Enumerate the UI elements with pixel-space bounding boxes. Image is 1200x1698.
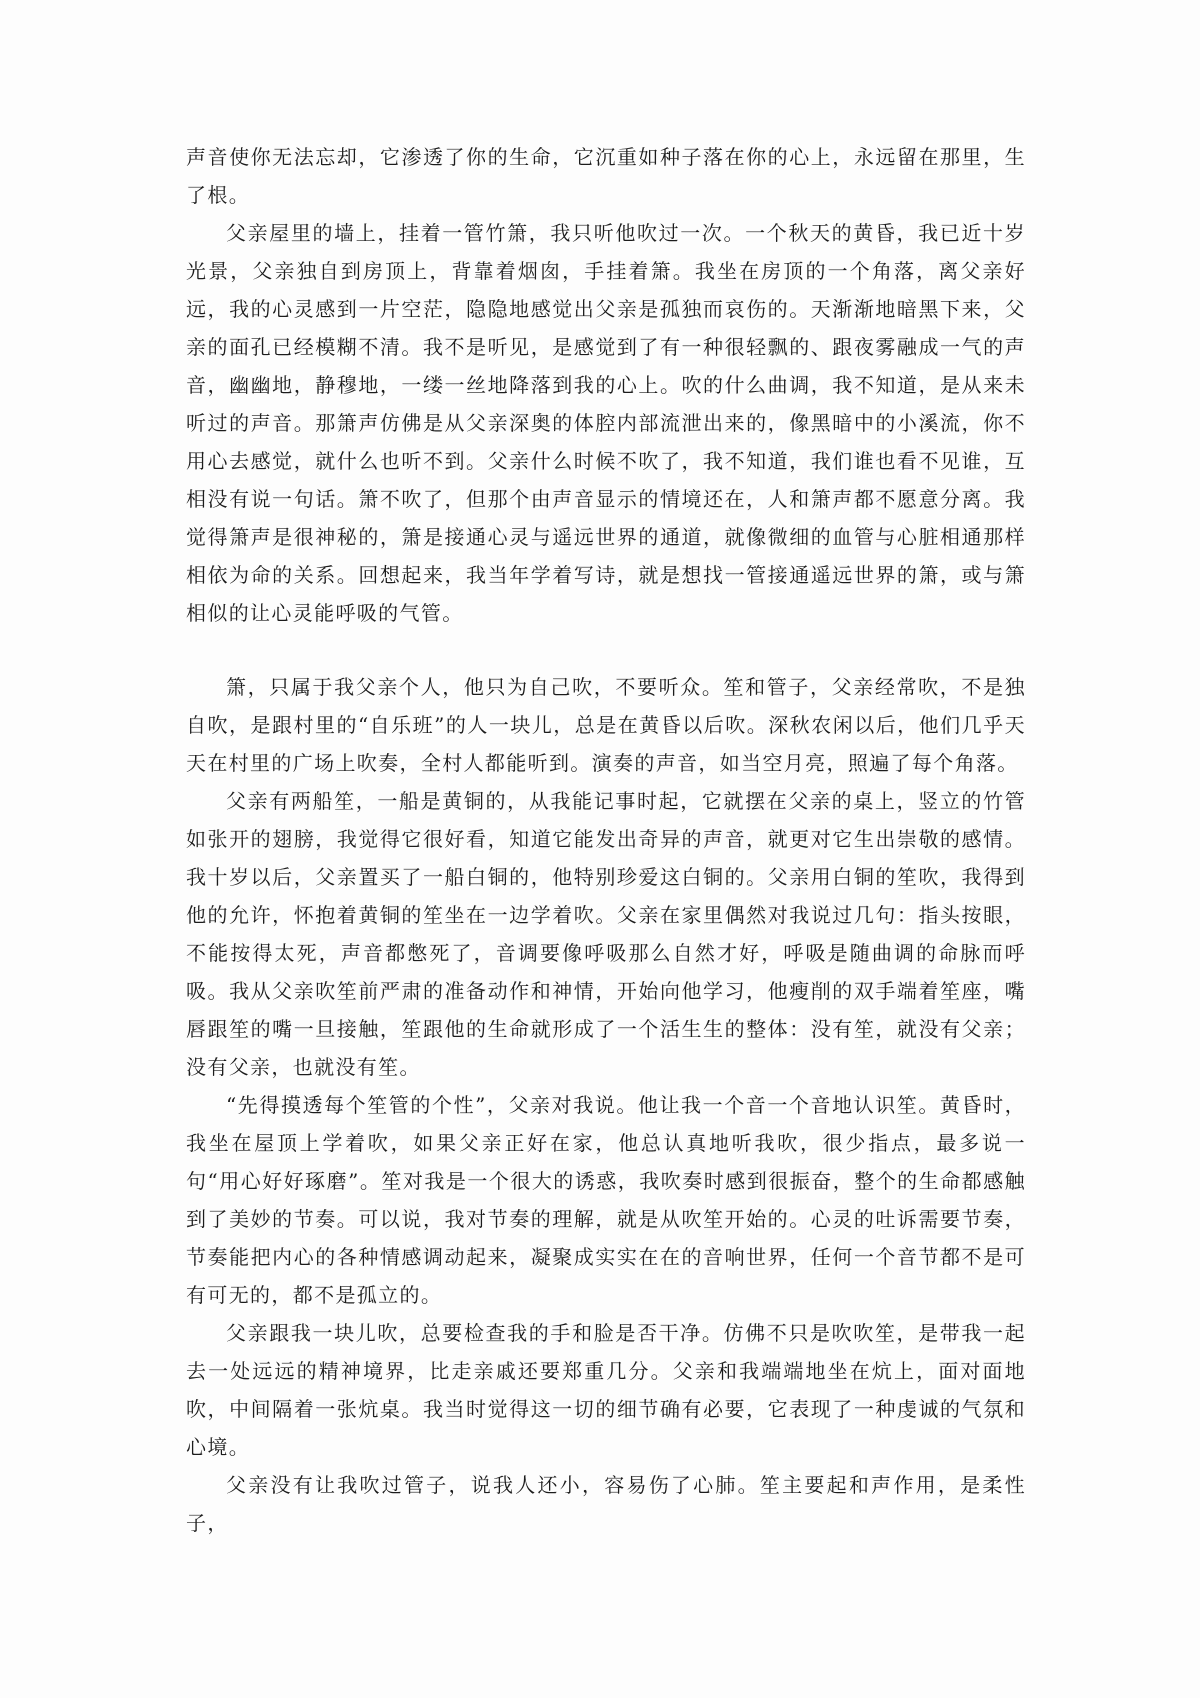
paragraph-6: 父亲跟我一块儿吹，总要检查我的手和脸是否干净。仿佛不只是吹吹笙，是带我一起去一处远远的精神境界，比走亲戚还要郑重几分。父亲和我端端地坐在炕上，面对面地吹，中间隔着一张炕桌。我当时觉得这一切的细节确有必要，它表现了一种虔诚的气氛和心境。 [186, 1321, 1026, 1459]
paragraph-7: 父亲没有让我吹过管子，说我人还小，容易伤了心肺。笙主要起和声作用，是柔性子， [186, 1473, 1026, 1535]
paragraph-gap [186, 632, 1026, 668]
paragraph-3: 箫，只属于我父亲个人，他只为自己吹，不要听众。笙和管子，父亲经常吹，不是独自吹，是跟村里的“自乐班”的人一块儿，总是在黄昏以后吹。深秋农闲以后，他们几乎天天在村里的广场上吹奏，全村人都能听到。演奏的声音，如当空月亮，照遍了每个角落。 [186, 675, 1026, 775]
paragraph-1: 声音使你无法忘却，它渗透了你的生命，它沉重如种子落在你的心上，永远留在那里，生了根。 [186, 145, 1026, 207]
paragraph-5: “先得摸透每个笙管的个性”，父亲对我说。他让我一个音一个音地认识笙。黄昏时，我坐在屋顶上学着吹，如果父亲正好在家，他总认真地听我吹，很少指点，最多说一句“用心好好琢磨”。笙对我是一个很大的诱惑，我吹奏时感到很振奋，整个的生命都感触到了美妙的节奏。可以说，我对节奏的理解，就是从吹笙开始的。心灵的吐诉需要节奏，节奏能把内心的各种情感调动起来，凝聚成实实在在的音响世界，任何一个音节都不是可有可无的，都不是孤立的。 [186, 1093, 1026, 1307]
paragraph-2: 父亲屋里的墙上，挂着一管竹箫，我只听他吹过一次。一个秋天的黄昏，我已近十岁光景，父亲独自到房顶上，背靠着烟囱，手挂着箫。我坐在房顶的一个角落，离父亲好远，我的心灵感到一片空茫，隐隐地感觉出父亲是孤独而哀伤的。天渐渐地暗黑下来，父亲的面孔已经模糊不清。我不是听见，是感觉到了有一种很轻飘的、跟夜雾融成一气的声音，幽幽地，静穆地，一缕一丝地降落到我的心上。吹的什么曲调，我不知道，是从来未听过的声音。那箫声仿佛是从父亲深奥的体腔内部流泄出来的，像黑暗中的小溪流，你不用心去感觉，就什么也听不到。父亲什么时候不吹了，我不知道，我们谁也看不见谁，互相没有说一句话。箫不吹了，但那个由声音显示的情境还在，人和箫声都不愿意分离。我觉得箫声是很神秘的，箫是接通心灵与遥远世界的通道，就像微细的血管与心脏相通那样相依为命的关系。回想起来，我当年学着写诗，就是想找一管接通遥远世界的箫，或与箫相似的让心灵能呼吸的气管。 [186, 221, 1026, 625]
paragraph-4: 父亲有两船笙，一船是黄铜的，从我能记事时起，它就摆在父亲的桌上，竖立的竹管如张开的翅膀，我觉得它很好看，知道它能发出奇异的声音，就更对它生出崇敬的感情。我十岁以后，父亲置买了一船白铜的，他特别珍爱这白铜的。父亲用白铜的笙吹，我得到他的允许，怀抱着黄铜的笙坐在一边学着吹。父亲在家里偶然对我说过几句：指头按眼，不能按得太死，声音都憋死了，音调要像呼吸那么自然才好，呼吸是随曲调的命脉而呼吸。我从父亲吹笙前严肃的准备动作和神情，开始向他学习，他瘦削的双手端着笙座，嘴唇跟笙的嘴一旦接触，笙跟他的生命就形成了一个活生生的整体：没有笙，就没有父亲；没有父亲，也就没有笙。 [186, 789, 1026, 1079]
article-body [186, 138, 1026, 1542]
